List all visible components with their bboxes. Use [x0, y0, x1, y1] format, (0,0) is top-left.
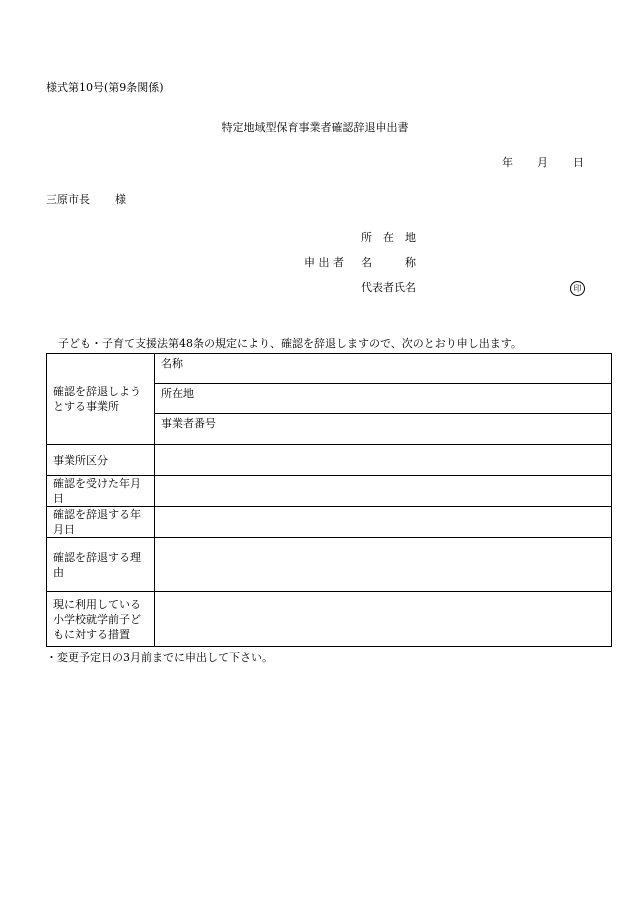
- row-label: 確認を辞退する年月日: [47, 507, 155, 538]
- field-facility-name[interactable]: 名称: [155, 354, 612, 384]
- table-row: [47, 354, 612, 384]
- withdrawal-table: [46, 353, 612, 647]
- date-month: 月: [537, 156, 548, 169]
- field-facility-address[interactable]: 所在地: [155, 384, 612, 414]
- row-label: 確認を辞退する理由: [47, 538, 155, 592]
- table-row: [47, 538, 612, 592]
- value-cell[interactable]: [155, 445, 612, 476]
- date-year: 年: [502, 156, 513, 169]
- applicant-rep-label: 代表者氏名: [361, 281, 416, 294]
- row-label: 現に利用している小学校就学前子どもに対する措置: [47, 592, 155, 647]
- applicant-name-label: 名 称: [361, 256, 416, 269]
- table-row: [47, 445, 612, 476]
- date-day: 日: [573, 156, 584, 169]
- addressee-honorific: 様: [115, 193, 126, 206]
- table-row: [47, 507, 612, 538]
- value-cell[interactable]: [155, 476, 612, 507]
- seal-mark: 印: [570, 281, 585, 296]
- value-cell[interactable]: [155, 592, 612, 647]
- facility-label: 確認を辞退しようとする事業所: [47, 354, 155, 445]
- addressee-name: 三原市長: [46, 193, 90, 206]
- table-row: [47, 592, 612, 647]
- document-title: 特定地域型保育事業者確認辞退申出書: [221, 121, 409, 134]
- form-number: 様式第10号(第9条関係): [46, 81, 164, 94]
- applicant-group-label: 申 出 者: [304, 256, 344, 269]
- footnote: ・変更予定日の3月前までに申出して下さい。: [46, 651, 273, 664]
- intro-text: 子ども・子育て支援法第48条の規定により、確認を辞退しますので、次のとおり申し出ます。: [58, 337, 522, 350]
- row-label: 確認を受けた年月日: [47, 476, 155, 507]
- applicant-address-label: 所 在 地: [361, 231, 416, 244]
- value-cell[interactable]: [155, 538, 612, 592]
- field-business-number[interactable]: 事業者番号: [155, 414, 612, 445]
- table-row: [47, 476, 612, 507]
- value-cell[interactable]: [155, 507, 612, 538]
- row-label: 事業所区分: [47, 445, 155, 476]
